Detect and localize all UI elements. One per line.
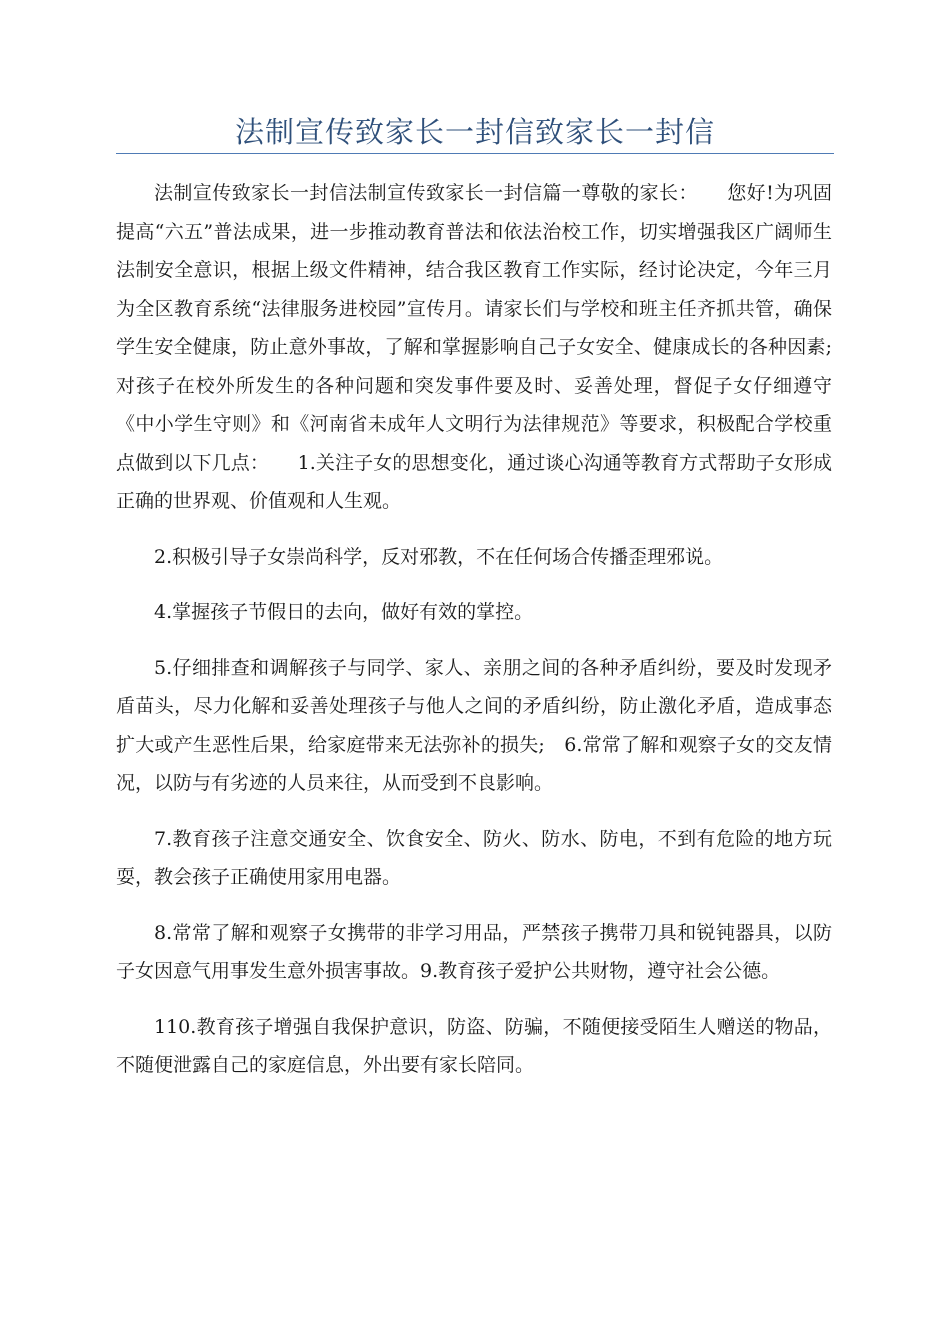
paragraph: 4.掌握孩子节假日的去向，做好有效的掌控。 [154,601,534,623]
paragraph: 7.教育孩子注意交通安全、饮食安全、防火、防水、防电，不到有危险的地方玩耍，教会孩子正确使用家用电器。 [116,827,832,888]
paragraph: 110.教育孩子增强自我保护意识，防盗、防骗，不随便接受陌生人赠送的物品，不随便泄露自己的家庭信息，外出要有家长陪同。 [116,1015,832,1076]
paragraph: 8.常常了解和观察子女携带的非学习用品，严禁孩子携带刀具和锐钝器具，以防子女因意气用事发生意外损害事故。9.教育孩子爱护公共财物，遵守社会公德。 [116,921,832,982]
paragraph: 法制宣传致家长一封信法制宣传致家长一封信篇一尊敬的家长： 您好!为巩固提高“六五”普法成果，进一步推动教育普法和依法治校工作，切实增强我区广阔师生法制安全意识，根据上级文件精神，结合我区教育工作实际，经讨论决定，今年三月为全区教育系统“法律服务进校园”宣传月。请家长们与学校和班主任齐抓共管，确保学生安全健康，防止意外事故，了解和掌握影响自己子女安全、健康成长的各种因素;对孩子在校外所发生的各种问题和突发事件要及时、妥善处理，督促子女仔细遵守《中小学生守则》和《河南省未成年人文明行为法律规范》等要求，积极配合学校重点做到以下几点： 1.关注子女的思想变化，通过谈心沟通等教育方式帮助子女形成正确的世界观、价值观和人生观。 [116,182,832,512]
document-body [116,174,832,1102]
paragraph: 5.仔细排查和调解孩子与同学、家人、亲朋之间的各种矛盾纠纷，要及时发现矛盾苗头，尽力化解和妥善处理孩子与他人之间的矛盾纠纷，防止激化矛盾，造成事态扩大或产生恶性后果，给家庭带来无法弥补的损失; 6.常常了解和观察子女的交友情况，以防与有劣迹的人员来往，从而受到不良影响。 [116,656,832,794]
document-title: 法制宣传致家长一封信致家长一封信 [234,115,715,149]
title-underline [116,153,834,154]
paragraph: 2.积极引导子女崇尚科学，反对邪教，不在任何场合传播歪理邪说。 [154,545,724,568]
